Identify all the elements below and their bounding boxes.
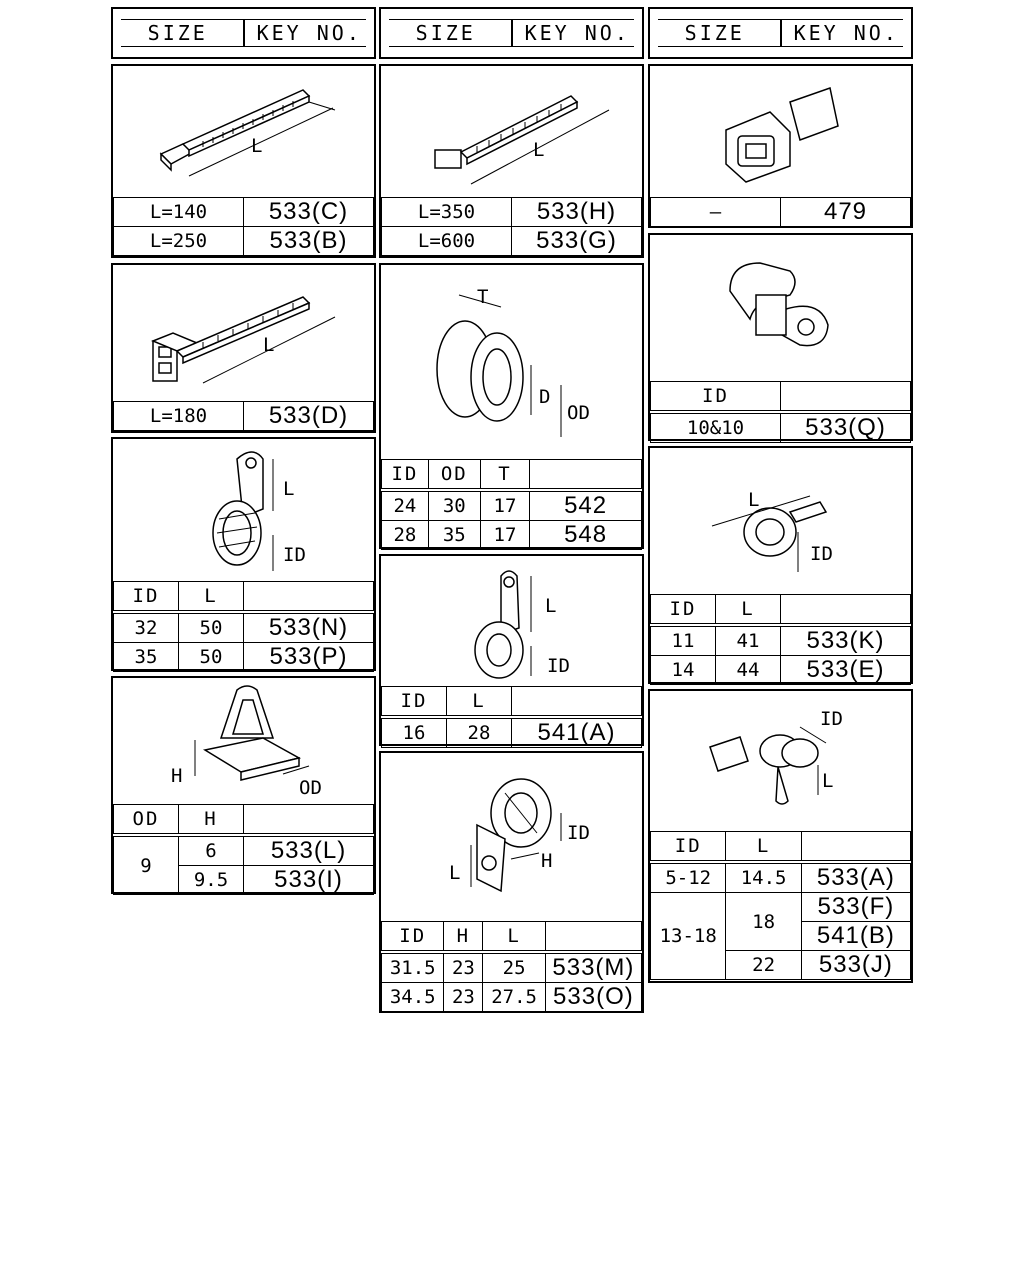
dim-D: D	[539, 386, 551, 408]
dim-L: L	[449, 862, 461, 884]
dim-ID: ID	[567, 822, 590, 844]
id-cell: 34.5	[382, 983, 444, 1012]
key-header: KEY NO.	[243, 20, 375, 46]
connector-panel	[648, 64, 913, 228]
key-no: 479	[781, 198, 911, 227]
l-cell: 44	[716, 656, 781, 685]
l-cell: 18	[726, 893, 801, 951]
grommet-drawing	[381, 265, 642, 459]
size-header: SIZE	[684, 21, 745, 45]
key-header: KEY NO.	[511, 20, 643, 46]
id-cell: 35	[114, 643, 179, 672]
key-no: 548	[530, 521, 642, 550]
l-cell: 41	[716, 625, 781, 656]
key-no: 533(I)	[244, 866, 374, 895]
clamp-a-drawing	[381, 556, 642, 686]
h-cell: 9.5	[179, 866, 244, 895]
key-header: KEY NO.	[780, 20, 912, 46]
connector-drawing	[650, 66, 911, 198]
id-cell: 24	[382, 490, 429, 521]
size-cell: L=140	[114, 198, 244, 227]
key-no: 533(F)	[801, 893, 910, 922]
key-no: 533(Q)	[781, 412, 911, 443]
clip-a-panel	[648, 689, 913, 983]
dim-H: H	[171, 765, 183, 787]
header-col1	[111, 7, 376, 59]
key-no: 533(A)	[801, 862, 910, 893]
dim-ID: ID	[283, 544, 306, 566]
col-id: ID	[114, 582, 179, 613]
key-no: 533(L)	[244, 835, 374, 866]
dim-ID: ID	[547, 655, 570, 677]
cable-tie-c-panel	[111, 64, 376, 258]
size-cell: L=250	[114, 227, 244, 256]
grommet-panel	[379, 263, 644, 549]
double-clip-drawing	[650, 235, 911, 381]
key-no: 533(B)	[244, 227, 374, 256]
col-od: OD	[428, 460, 480, 491]
l-cell: 14.5	[726, 862, 801, 893]
cable-tie-drawing	[113, 66, 374, 198]
id-cell: 16	[382, 717, 447, 748]
id-cell: 28	[382, 521, 429, 550]
key-no: 533(C)	[244, 198, 374, 227]
h-cell: 23	[444, 983, 483, 1012]
dim-ID: ID	[820, 708, 843, 730]
l-cell: 27.5	[483, 983, 545, 1012]
dim-T: T	[477, 286, 489, 308]
dim-OD: OD	[299, 777, 322, 799]
col-id: ID	[382, 460, 429, 491]
id-cell: 11	[651, 625, 716, 656]
key-no: 541(B)	[801, 922, 910, 951]
id-cell: 31.5	[382, 952, 444, 983]
size-cell: L=600	[382, 227, 512, 256]
col-l: L	[179, 582, 244, 613]
dim-L: L	[533, 139, 545, 161]
col-od: OD	[114, 805, 179, 836]
t-cell: 17	[480, 521, 529, 550]
key-no: 533(K)	[781, 625, 911, 656]
col-id: ID	[651, 595, 716, 626]
cable-tie-h-panel	[379, 64, 644, 258]
dim-H: H	[541, 850, 553, 872]
size-cell: —	[651, 198, 781, 227]
col-id: ID	[651, 382, 781, 413]
col-t: T	[480, 460, 529, 491]
l-cell: 25	[483, 952, 545, 983]
dim-L: L	[748, 489, 760, 511]
clamp-a-panel	[379, 554, 644, 746]
id-cell: 13-18	[651, 893, 726, 980]
id-cell: 10&10	[651, 412, 781, 443]
id-cell: 32	[114, 612, 179, 643]
key-no: 533(D)	[244, 402, 374, 431]
col-l: L	[726, 832, 801, 863]
key-no: 533(E)	[781, 656, 911, 685]
clamp-m-drawing	[381, 753, 642, 921]
l-cell: 22	[726, 951, 801, 980]
key-no: 533(G)	[512, 227, 642, 256]
dim-L: L	[545, 595, 557, 617]
od-cell: 35	[428, 521, 480, 550]
size-header: SIZE	[147, 21, 208, 45]
key-no: 533(J)	[801, 951, 910, 980]
clamp-m-panel	[379, 751, 644, 1013]
od-cell: 30	[428, 490, 480, 521]
t-cell: 17	[480, 490, 529, 521]
col-h: H	[179, 805, 244, 836]
col-id: ID	[382, 687, 447, 718]
key-no: 533(P)	[244, 643, 374, 672]
dim-L: L	[822, 770, 834, 792]
cable-tie-h-drawing	[381, 66, 642, 198]
clip-k-panel	[648, 446, 913, 684]
col-l: L	[447, 687, 512, 718]
key-no: 533(H)	[512, 198, 642, 227]
size-cell: L=180	[114, 402, 244, 431]
id-cell: 5-12	[651, 862, 726, 893]
l-cell: 50	[179, 643, 244, 672]
h-cell: 6	[179, 835, 244, 866]
dim-L: L	[283, 478, 295, 500]
dim-OD: OD	[567, 402, 590, 424]
double-clip-panel	[648, 233, 913, 441]
col-id: ID	[651, 832, 726, 863]
key-no: 533(N)	[244, 612, 374, 643]
header-col2	[379, 7, 644, 59]
clip-k-drawing	[650, 448, 911, 594]
clamp-n-panel	[111, 437, 376, 671]
clip-l-panel	[111, 676, 376, 894]
clip-l-drawing	[113, 678, 374, 804]
key-no: 541(A)	[512, 717, 642, 748]
col-l: L	[483, 922, 545, 953]
key-no: 533(M)	[545, 952, 641, 983]
size-cell: L=350	[382, 198, 512, 227]
col-l: L	[716, 595, 781, 626]
cable-tie-d-drawing	[113, 265, 374, 401]
col-h: H	[444, 922, 483, 953]
clip-a-drawing	[650, 691, 911, 831]
header-col3	[648, 7, 913, 59]
l-cell: 28	[447, 717, 512, 748]
dim-L: L	[263, 334, 275, 356]
dim-L: L	[251, 135, 263, 157]
size-header: SIZE	[415, 21, 476, 45]
od-cell: 9	[114, 835, 179, 895]
h-cell: 23	[444, 952, 483, 983]
col-id: ID	[382, 922, 444, 953]
clamp-n-drawing	[113, 439, 374, 579]
dim-ID: ID	[810, 543, 833, 565]
key-no: 542	[530, 490, 642, 521]
id-cell: 14	[651, 656, 716, 685]
cable-tie-d-panel	[111, 263, 376, 433]
l-cell: 50	[179, 612, 244, 643]
key-no: 533(O)	[545, 983, 641, 1012]
